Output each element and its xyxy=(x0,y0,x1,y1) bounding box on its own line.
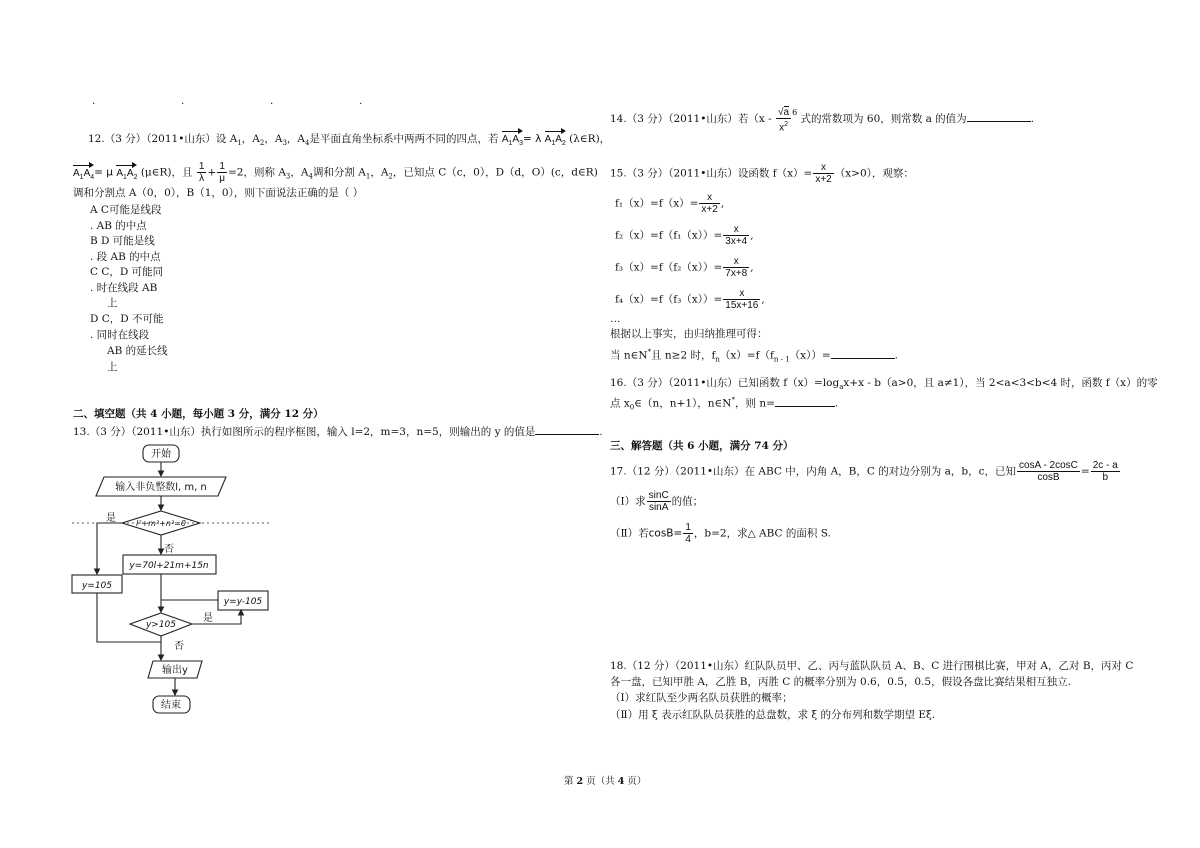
dot: . xyxy=(181,95,185,107)
q15-ellipsis: … xyxy=(610,313,621,325)
q15-f1: f₁（x）=f（x）= $\frac{x}{x+2}$ , xyxy=(615,192,725,215)
q14-text: 14.（3 分）（2011•山东）若（x - $\frac{√a}{x^2}$ $^6$ 式的常数项为 60，则常数 a 的值为 . xyxy=(610,106,1035,133)
dot: . xyxy=(92,95,96,107)
q13-text: 13.（3 分）（2011•山东）执行如图所示的程序框图，输入 l=2，m=3，n=5，则输出的 y 的值是 . xyxy=(73,426,603,438)
flow-ysub-label: y=y-105 xyxy=(223,597,263,607)
vector-a1a3: $A_1A_3$ xyxy=(502,130,523,151)
q12-option-c-cont: . 时在线段 AB xyxy=(90,282,158,294)
flow-yes2-label: 是 xyxy=(203,613,213,624)
q15-para2: 当 n∈N*且 n≥2 时，$f_n(x)=f(f_{n - 1}(x))=$ . xyxy=(610,348,898,364)
flow-y105-label: y=105 xyxy=(81,581,113,591)
section2-title: 二、填空题（共 4 小题，每小题 3 分，满分 12 分） xyxy=(73,408,324,420)
q17-part2: （Ⅱ）若cosB= $\frac{1}{4}$ ，b=2，求△ ABC 的面积 S. xyxy=(610,522,831,545)
q12-line2: $A_1A_4= \mu$ $A_1A_2$ (μ∈R)，且 $\frac{1}{\lambda}$ + $\frac{1}{\mu}$ =2，则称 $A_3$，$A_4$调和分割 $A_1$，$A_2$，已知点 C（c，0），D（d，O）(c，d∈R) xyxy=(73,161,598,184)
q18-part1: （Ⅰ）求红队至少两名队员获胜的概率； xyxy=(610,692,793,704)
q15-head: 15.（3 分）（2011•山东）设函数 f（x）= $\frac{x}{x+2}$ （x>0），观察： xyxy=(610,162,914,185)
vector-a1a2: $A_1A_2$ xyxy=(545,130,566,151)
q15-f4: f₄（x）=f（f₃（x））= $\frac{x}{15x+16}$ , xyxy=(615,288,765,311)
q12-option-d-cont3: 上 xyxy=(107,361,118,373)
q12-option-c-cont2: 上 xyxy=(107,297,118,309)
q17-part1: （Ⅰ）求 $\frac{\sin C}{\sin A}$ 的值； xyxy=(610,490,704,513)
q16-line2: 点 $x_0\in(n$，n+1），n∈N*，则 n= . xyxy=(610,396,839,412)
flow-no1-label: 否 xyxy=(164,544,174,555)
q12-option-a: A C可能是线段 xyxy=(90,204,162,216)
page-footer: 第 2 页（共 4 页） xyxy=(564,776,647,787)
q16-line1: 16.（3 分）（2011•山东）已知函数 $f(x)=\log_ax+x - b(a>0$，且 a≠1），当 2<a<3<b<4 时，函数 f（x）的零 xyxy=(610,377,1158,392)
flow-start-label: 开始 xyxy=(151,449,171,460)
q15-para1: 根据以上事实，由归纳推理可得： xyxy=(610,328,768,340)
flow-input-label: 输入非负整数l, m, n xyxy=(115,482,207,493)
flow-cond2-label: y>105 xyxy=(145,620,177,630)
flow-output-label: 输出y xyxy=(162,665,188,676)
q18-line2: 各一盘，已知甲胜 A，乙胜 B，丙胜 C 的概率分别为 0.6，0.5，0.5，假设各盘比赛结果相互独立. xyxy=(610,676,1071,688)
flow-yes1-label: 是 xyxy=(106,513,116,524)
section3-title: 三、解答题（共 6 小题，满分 74 分） xyxy=(610,440,794,452)
flow-end-label: 结束 xyxy=(161,700,181,711)
q17-head: 17.（12 分）（2011•山东）在 ABC 中，内角 A，B，C 的对边分别为 a，b，c，已知 $\frac{\cos A - 2\cos C}{\cos B}$ = $\frac{2c - a}{b}$ xyxy=(610,460,1118,483)
q15-f3: f₃（x）=f（f₂（x））= $\frac{x}{7x+8}$ , xyxy=(615,256,754,279)
q12-option-b-cont: . 段 AB 的中点 xyxy=(90,251,161,263)
q12-option-d-cont: . 同时在线段 xyxy=(90,329,150,341)
vector-a1a2-b: $A_1A_2$ xyxy=(116,164,137,185)
q12-option-d: D C，D 不可能 xyxy=(90,313,164,325)
dot: . xyxy=(359,95,363,107)
q12-option-b: B D 可能是线 xyxy=(90,235,155,247)
flow-assign-label: y=70l+21m+15n xyxy=(129,561,209,571)
q12-option-c: C C，D 可能同 xyxy=(90,266,164,278)
q15-f2: f₂（x）=f（f₁（x））= $\frac{x}{3x+4}$ , xyxy=(615,224,754,247)
q18-part2: （Ⅱ）用 ξ 表示红队队员获胜的总盘数，求 ξ 的分布列和数学期望 Eξ. xyxy=(610,709,936,721)
q12-line1: 12.（3 分）（2011•山东）设 $A_1$，$A_2$，$A_3$，$A_4$是平面直角坐标系中两两不同的四点，若 $A_1A_3= \lambda$ $A_1A_2$ (λ∈R)， xyxy=(88,130,610,151)
q12-option-a-cont: . AB 的中点 xyxy=(90,220,147,232)
q12-line3: 调和分割点 A（0，0），B（1，0），则下面说法正确的是（ ） xyxy=(73,187,364,199)
vector-a1a4: $A_1A_4$ xyxy=(73,164,94,185)
dot: . xyxy=(270,95,274,107)
flow-no2-label: 否 xyxy=(174,641,184,652)
q18-line1: 18.（12 分）（2011•山东）红队队员甲、乙、丙与蓝队队员 A、B、C 进行围棋比赛，甲对 A，乙对 B，丙对 C xyxy=(610,660,1134,672)
flowchart xyxy=(60,442,285,722)
q12-option-d-cont2: AB 的延长线 xyxy=(107,345,168,357)
flow-cond1-label: l²+m²+n²=0 xyxy=(136,519,186,528)
